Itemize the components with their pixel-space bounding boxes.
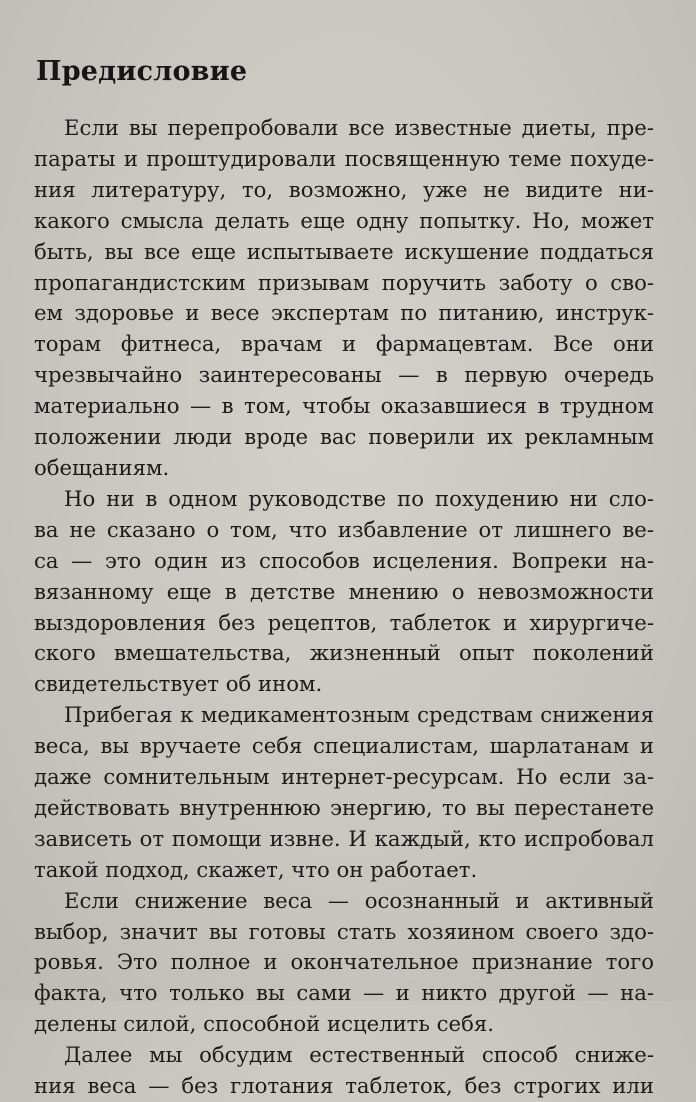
paragraph xyxy=(34,484,654,700)
text-line: ния литературу, то, возможно, уже не видите ни- xyxy=(34,176,654,202)
text-line: параты и проштудировали посвященную теме похуде- xyxy=(34,145,654,171)
text-line: обещаниям. xyxy=(34,454,170,480)
text-line: даже сомнительным интернет-ресурсам. Но если за- xyxy=(34,764,654,790)
text-line: положении люди вроде вас поверили их рекламным xyxy=(34,424,654,450)
text-line: ского вмешательства, жизненный опыт поколений xyxy=(34,640,654,666)
text-line: торам фитнеса, врачам и фармацевтам. Все они xyxy=(34,331,654,357)
text-line: какого смысла делать еще одну попытку. Но, может xyxy=(34,207,654,233)
text-line: ва не сказано о том, что избавление от лишнего ве- xyxy=(34,516,654,542)
text-line: выбор, значит вы готовы стать хозяином своего здо- xyxy=(34,918,654,944)
text-line: ния веса — без глотания таблеток, без строгих или xyxy=(34,1073,654,1099)
text-line: такой подход, скажет, что он работает. xyxy=(34,856,478,882)
text-line: материально — в том, чтобы оказавшиеся в трудном xyxy=(34,393,654,419)
body-text xyxy=(34,113,654,1102)
text-line: веса, вы вручаете себя специалистам, шарлатанам и xyxy=(34,733,654,759)
page-title: Предисловие xyxy=(36,56,248,87)
text-line: Далее мы обсудим естественный способ сниже- xyxy=(64,1042,654,1068)
text-line: вязанному еще в детстве мнению о невозможности xyxy=(34,578,654,604)
text-line: зависеть от помощи извне. И каждый, кто испробовал xyxy=(34,825,654,851)
paragraph xyxy=(34,1040,654,1102)
paragraph xyxy=(34,700,654,885)
text-line: делены силой, способной исцелить себя. xyxy=(34,1011,494,1037)
text-line: ем здоровье и весе экспертам по питанию, инструк- xyxy=(34,300,654,326)
text-line: Прибегая к медикаментозным средствам снижения xyxy=(64,702,654,728)
text-line: чрезвычайно заинтересованы — в первую очередь xyxy=(34,362,654,388)
text-line: пропагандистским призывам поручить заботу о сво- xyxy=(34,269,654,295)
text-line: действовать внутреннюю энергию, то вы перестанете xyxy=(34,794,654,820)
text-line: быть, вы все еще испытываете искушение поддаться xyxy=(34,238,654,264)
text-line: факта, что только вы сами — и никто другой — на- xyxy=(34,980,654,1006)
paragraph xyxy=(34,886,654,1041)
text-line: свидетельствует об ином. xyxy=(34,671,323,697)
text-line: ровья. Это полное и окончательное признание того xyxy=(34,949,654,975)
text-line: Но ни в одном руководстве по похудению ни сло- xyxy=(64,485,654,511)
book-page xyxy=(34,56,654,1102)
text-line: Если вы перепробовали все известные диеты, пре- xyxy=(64,115,654,140)
text-line: са — это один из способов исцеления. Вопреки на- xyxy=(34,547,654,573)
text-line: выздоровления без рецептов, таблеток и хирургиче- xyxy=(34,609,654,635)
text-line: Если снижение веса — осознанный и активный xyxy=(64,887,654,913)
paragraph xyxy=(34,113,654,484)
